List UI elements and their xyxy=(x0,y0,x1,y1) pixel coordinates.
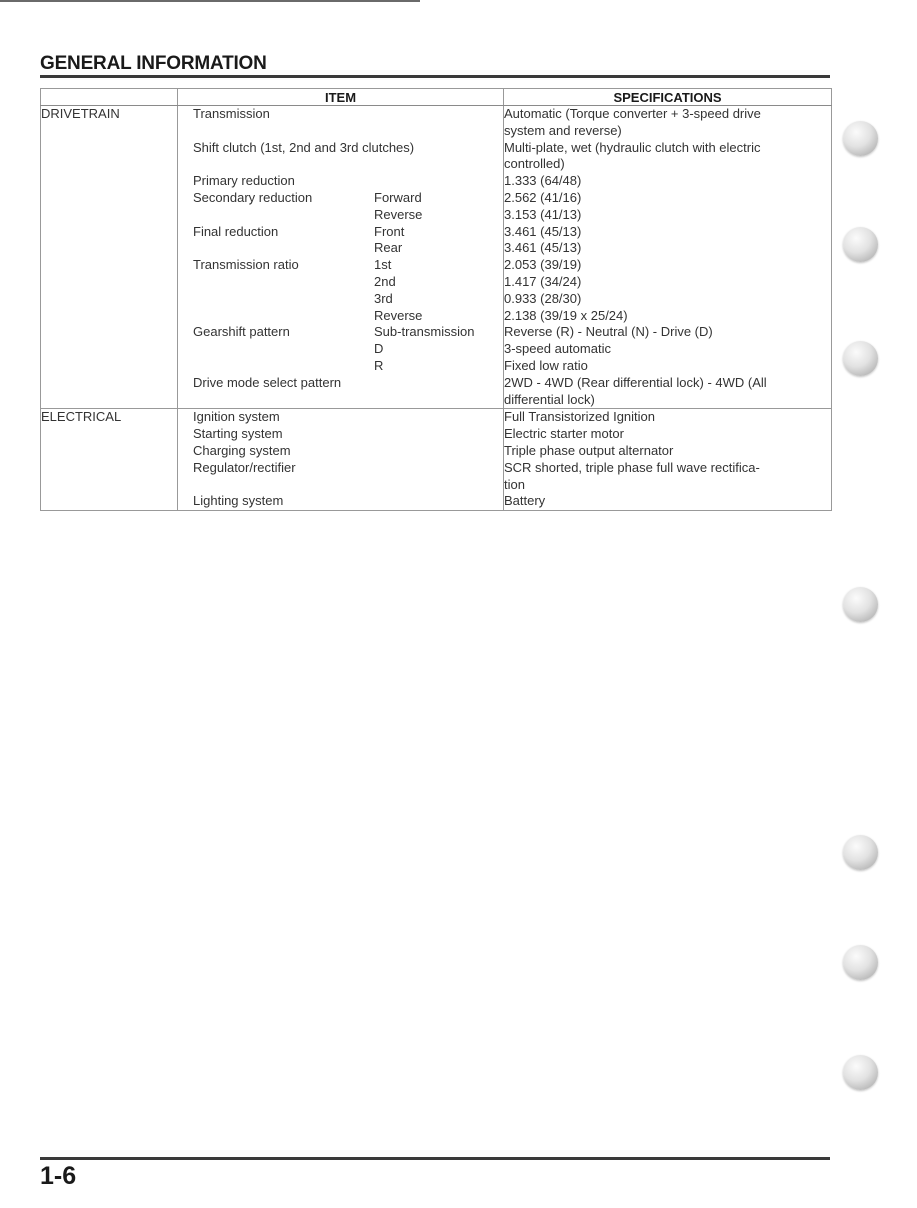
item-line xyxy=(178,257,503,274)
item-line xyxy=(178,207,503,224)
specification-line: Triple phase output alternator xyxy=(504,442,674,458)
item-line xyxy=(178,274,503,291)
specification-line: 0.933 (28/30) xyxy=(504,290,582,306)
top-edge-rule xyxy=(0,0,420,2)
item-header: ITEM xyxy=(178,89,504,106)
item-cell xyxy=(178,409,504,511)
item-sublabel: 3rd xyxy=(374,290,393,306)
item-line xyxy=(178,477,503,494)
item-cell xyxy=(178,106,504,409)
item-sublabel: R xyxy=(374,357,384,373)
item-line xyxy=(178,460,503,477)
item-line xyxy=(178,409,503,426)
item-line xyxy=(178,493,503,510)
table-body xyxy=(41,106,832,511)
item-line xyxy=(178,426,503,443)
specification-line: differential lock) xyxy=(504,391,595,407)
item-label: Shift clutch (1st, 2nd and 3rd clutches) xyxy=(193,139,415,155)
category-cell: ELECTRICAL xyxy=(41,409,178,511)
binder-hole-6 xyxy=(843,945,878,980)
specifications-header: SPECIFICATIONS xyxy=(504,89,832,106)
specification-line: 2WD - 4WD (Rear differential lock) - 4WD (All xyxy=(504,374,767,390)
binder-hole-1 xyxy=(843,121,878,156)
category-cell: DRIVETRAIN xyxy=(41,106,178,409)
item-line xyxy=(178,375,503,392)
specification-line: 2.053 (39/19) xyxy=(504,257,582,273)
binder-hole-4 xyxy=(843,587,878,622)
specification-line: tion xyxy=(504,476,525,492)
item-label: Gearshift pattern xyxy=(193,324,290,340)
specification-line: 3.461 (45/13) xyxy=(504,240,582,256)
item-line xyxy=(178,358,503,375)
specification-line: 1.417 (34/24) xyxy=(504,273,582,289)
item-line xyxy=(178,106,503,123)
specification-line: 3.153 (41/13) xyxy=(504,206,582,222)
specification-line: Fixed low ratio xyxy=(504,357,588,373)
specification-line: Full Transistorized Ignition xyxy=(504,409,656,425)
item-label: Lighting system xyxy=(193,493,284,509)
table-row xyxy=(41,409,832,511)
item-label: Primary reduction xyxy=(193,173,295,189)
item-sublabel: D xyxy=(374,341,384,357)
specification-line: SCR shorted, triple phase full wave rectifica- xyxy=(504,459,760,475)
table-header-row xyxy=(41,89,832,106)
specification-line: 2.562 (41/16) xyxy=(504,189,582,205)
item-sublabel: Reverse xyxy=(374,307,423,323)
item-line xyxy=(178,240,503,257)
specification-line: 1.333 (64/48) xyxy=(504,173,582,189)
item-line xyxy=(178,392,503,409)
specification-cell xyxy=(504,106,832,409)
specification-line: system and reverse) xyxy=(504,122,622,138)
specification-line: 3-speed automatic xyxy=(504,341,611,357)
item-sublabel: 1st xyxy=(374,257,392,273)
item-label: Regulator/rectifier xyxy=(193,459,296,475)
item-sublabel: 2nd xyxy=(374,273,396,289)
item-sublabel: Front xyxy=(374,223,405,239)
item-label: Secondary reduction xyxy=(193,189,313,205)
specification-line: Battery xyxy=(504,493,546,509)
item-line xyxy=(178,224,503,241)
item-label: Drive mode select pattern xyxy=(193,374,342,390)
item-line xyxy=(178,156,503,173)
specification-line: 2.138 (39/19 x 25/24) xyxy=(504,307,628,323)
table-row xyxy=(41,106,832,409)
item-line xyxy=(178,324,503,341)
item-line xyxy=(178,173,503,190)
item-label: Transmission ratio xyxy=(193,257,299,273)
specification-line: Electric starter motor xyxy=(504,426,624,442)
item-sublabel: Reverse xyxy=(374,206,423,222)
title-divider xyxy=(40,75,830,78)
binder-hole-3 xyxy=(843,341,878,376)
item-label: Final reduction xyxy=(193,223,279,239)
specifications-table xyxy=(40,88,832,511)
binder-hole-7 xyxy=(843,1055,878,1090)
item-sublabel: Sub-transmission xyxy=(374,324,475,340)
category-header xyxy=(41,89,178,106)
footer-divider xyxy=(40,1157,830,1160)
item-line xyxy=(178,190,503,207)
specification-line: 3.461 (45/13) xyxy=(504,223,582,239)
item-line xyxy=(178,308,503,325)
specification-line: controlled) xyxy=(504,156,565,172)
specification-line: Reverse (R) - Neutral (N) - Drive (D) xyxy=(504,324,713,340)
item-line xyxy=(178,443,503,460)
binder-hole-5 xyxy=(843,835,878,870)
item-line xyxy=(178,123,503,140)
item-sublabel: Rear xyxy=(374,240,403,256)
item-label: Transmission xyxy=(193,106,270,121)
item-sublabel: Forward xyxy=(374,189,422,205)
binder-hole-2 xyxy=(843,227,878,262)
item-label: Charging system xyxy=(193,442,291,458)
specification-line: Multi-plate, wet (hydraulic clutch with electric xyxy=(504,139,761,155)
item-line xyxy=(178,341,503,358)
specification-line: Automatic (Torque converter + 3-speed drive xyxy=(504,106,761,121)
item-line xyxy=(178,291,503,308)
item-line xyxy=(178,140,503,157)
item-label: Starting system xyxy=(193,426,283,442)
page-title: GENERAL INFORMATION xyxy=(40,53,267,74)
page-number: 1-6 xyxy=(40,1162,77,1190)
specification-cell xyxy=(504,409,832,511)
item-label: Ignition system xyxy=(193,409,280,425)
